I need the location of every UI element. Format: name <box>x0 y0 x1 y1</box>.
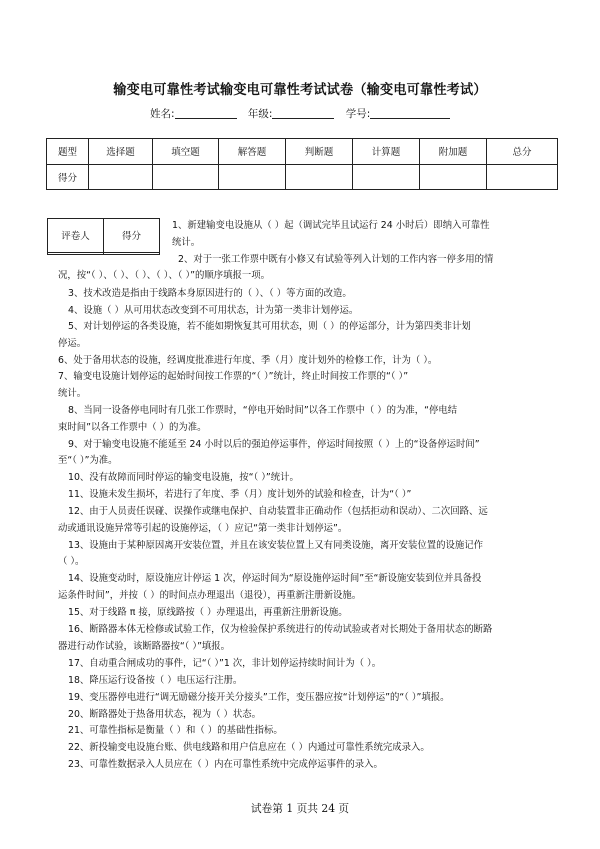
score-cell <box>420 164 487 190</box>
question-line: 10、没有故障而同时停运的输变电设施，按“（ ）”统计。 <box>68 472 299 483</box>
header-fill-blank: 填空题 <box>153 139 219 165</box>
score-cell <box>219 164 286 190</box>
score-cell <box>487 164 558 190</box>
question-line: 统计。 <box>172 237 201 248</box>
question-line: 统计。 <box>58 388 87 399</box>
question-line: 运条件时间”，并按（ ）的时间点办理退出（退役），再重新注册新设施。 <box>58 590 362 601</box>
score-cell <box>153 164 219 190</box>
reviewer-label: 评卷人 <box>48 219 104 253</box>
question-line: 12、由于人员责任误碰、误操作或继电保护、自动装置非正确动作（包括拒动和误动）、二次回路、远 <box>68 506 488 517</box>
student-id-blank <box>370 106 450 119</box>
reviewer-table <box>47 218 160 255</box>
score-table-score-row <box>47 164 558 190</box>
question-line: 1、新建输变电设施从（ ）起（调试完毕且试运行 24 小时后）即纳入可靠性 <box>172 220 490 231</box>
score-row-label: 得分 <box>47 164 89 190</box>
question-line: 3、技术改造是指由于线路本身原因进行的（ ）、（ ）等方面的改造。 <box>68 288 352 299</box>
question-line: 2、对于一张工作票中既有小修又有试验等列入计划的工作内容一停多用的情 <box>178 254 494 265</box>
question-line: 况，按“（ ）、（ ）、（ ）、（ ）、（ ）”的顺序填报一项。 <box>58 270 271 281</box>
name-blank <box>175 106 237 119</box>
page-footer: 试卷第 1 页共 24 页 <box>250 802 350 815</box>
score-table-header-row <box>47 139 558 165</box>
question-line: 5、对计划停运的各类设施，若不能如期恢复其可用状态，则（ ）的停运部分，计为第四类非计划 <box>68 321 471 332</box>
question-line: 16、断路器本体无检修或试验工作，仅为检验保护系统进行的传动试验或者对长期处于备用状态的断路 <box>68 624 493 635</box>
reviewer-cell <box>48 252 104 254</box>
header-bonus: 附加题 <box>420 139 487 165</box>
question-line: 15、对于线路 π 接，原线路按（ ）办理退出，再重新注册新设施。 <box>68 607 348 618</box>
question-line: 4、设施（ ）从可用状态改变到不可用状态，计为第一类非计划停运。 <box>68 305 359 316</box>
question-line: 6、处于备用状态的设施，经调度批准进行年度、季（月）度计划外的检修工作，计为（ ）。 <box>58 355 438 366</box>
score-cell <box>353 164 420 190</box>
reviewer-score-label: 得分 <box>104 219 160 253</box>
question-line: 14、设施变动时，原设施应计停运 1 次，停运时间为“原设施停运时间”至“新设施安装到位并具备投 <box>68 573 482 584</box>
reviewer-score-cell <box>104 252 160 254</box>
header-answer: 解答题 <box>219 139 286 165</box>
score-cell <box>89 164 153 190</box>
header-choice: 选择题 <box>89 139 153 165</box>
header-question-type: 题型 <box>47 139 89 165</box>
question-line: 22、新投输变电设施台账、供电线路和用户信息应在（ ）内通过可靠性系统完成录入。 <box>68 742 430 753</box>
question-line: 20、断路器处于热备用状态，视为（ ）状态。 <box>68 709 262 720</box>
question-line: 13、设施由于某种原因离开安装位置，并且在该安装位置上又有同类设施，离开安装位置的设施记作 <box>68 540 484 551</box>
student-id-label: 学号: <box>345 108 371 120</box>
question-line: 8、当同一设备停电同时有几张工作票时，“停电开始时间”以各工作票中（ ）的为准，“停电结 <box>68 405 458 416</box>
question-line: 21、可靠性指标是衡量（ ）和（ ）的基础性指标。 <box>68 725 283 736</box>
question-line: 19、变压器停电进行“调无励磁分接开关分接头”工作，变压器应按“计划停运”的“（ ）”填报。 <box>68 692 450 703</box>
header-calculation: 计算题 <box>353 139 420 165</box>
name-label: 姓名: <box>150 108 175 120</box>
question-line: 9、对于输变电设施不能延至 24 小时以后的强迫停运事件，停运时间按照（ ）上的“设备停运时间” <box>68 439 480 450</box>
question-line: （ ）。 <box>58 556 85 567</box>
reviewer-blank-row <box>48 252 160 254</box>
question-line: 7、输变电设施计划停运的起始时间按工作票的“（ ）”统计，终止时间按工作票的“（ ）” <box>58 371 409 382</box>
question-line: 11、设施未发生损坏，若进行了年度、季（月）度计划外的试验和检查，计为“（ ）” <box>68 489 412 500</box>
question-line: 动或通讯设施异常等引起的设施停运，（ ）应记“第一类非计划停运”。 <box>58 523 348 534</box>
header-judge: 判断题 <box>286 139 353 165</box>
question-line: 停运。 <box>58 338 87 349</box>
score-cell <box>286 164 353 190</box>
reviewer-header-row <box>48 219 160 253</box>
grade-label: 年级: <box>247 108 273 120</box>
grade-blank <box>272 106 334 119</box>
question-line: 束时间”以各工作票中（ ）的为准。 <box>58 422 207 433</box>
student-info-row <box>150 106 450 121</box>
question-line: 17、自动重合闸成功的事件，记“（ ）”1 次，非计划停运持续时间计为（ ）。 <box>68 658 382 669</box>
score-table <box>46 138 558 190</box>
question-line: 器进行动作试验，该断路器按“（ ）”填报。 <box>58 641 231 652</box>
question-line: 23、可靠性数据录入人员应在（ ）内在可靠性系统中完成停运事件的录入。 <box>68 759 383 770</box>
exam-title: 输变电可靠性考试输变电可靠性考试试卷（输变电可靠性考试） <box>113 82 487 98</box>
question-line: 18、降压运行设备按（ ）电压运行注册。 <box>68 675 243 686</box>
question-line: 至“（ ）”为准。 <box>58 455 118 466</box>
header-total: 总分 <box>487 139 558 165</box>
